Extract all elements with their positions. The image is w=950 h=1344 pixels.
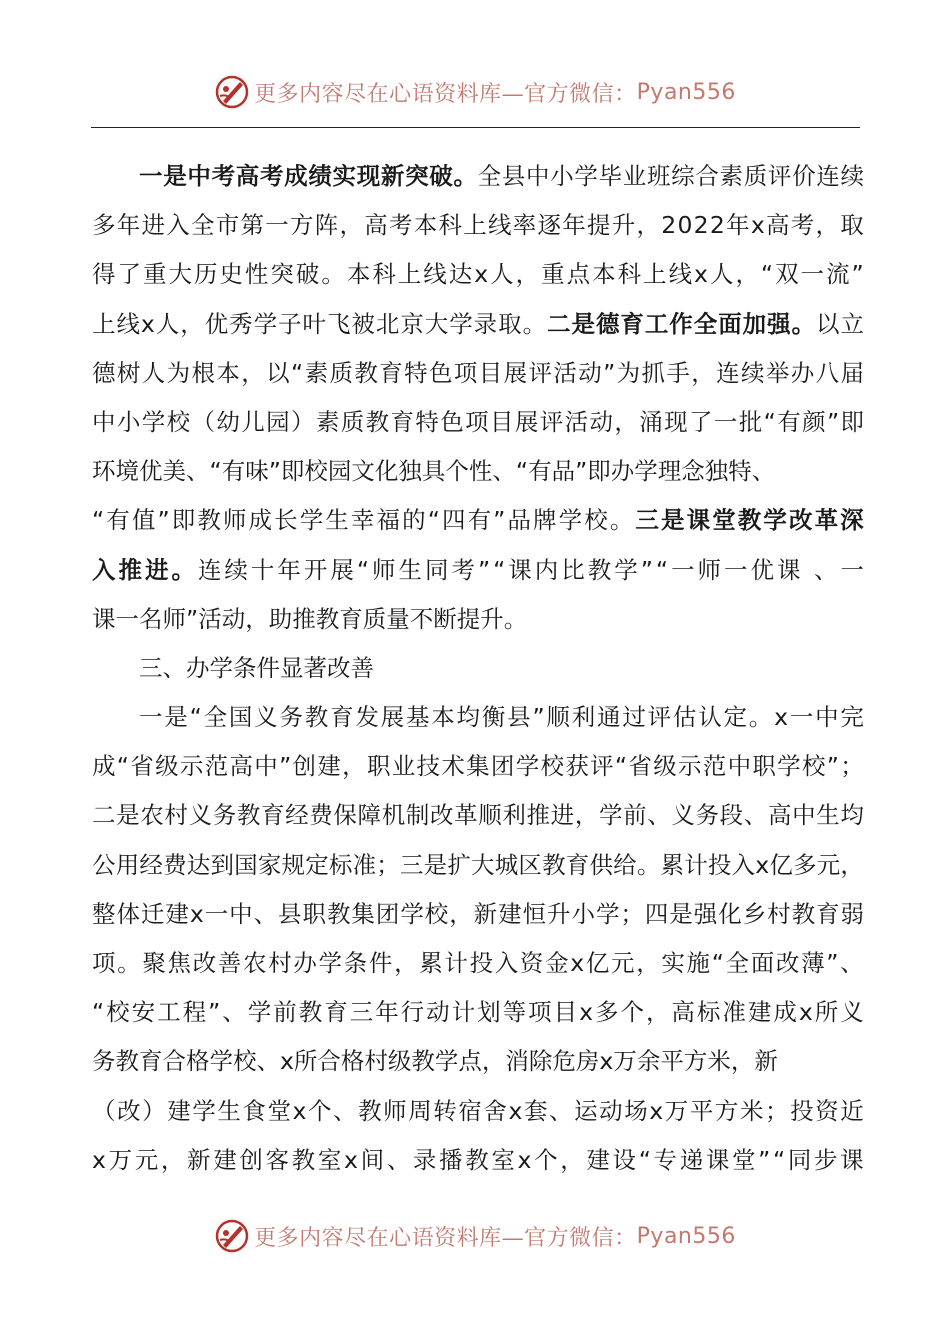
banner-wechat-id: Pyan556 [636,79,736,105]
text-line: 环 境 优 美 、 “ 有 味 ” 即 校 园 文 化 独 具 个 性 、 “ 有 品 ” 即 办 学 理 念 独 特 、 [92,457,776,486]
text-line: 三 、 办 学 条 件 显 著 改 善 [139,653,374,682]
text-line: 德 树 人 为 根 本 ， 以 “ 素 质 教 育 特 色 项 目 展 评 活 动 ” 为 抓 手 ， 连 续 举 办 八 届 [92,358,864,387]
footer-banner [0,1214,950,1258]
text-line: 一 是 “ 全 国 义 务 教 育 发 展 基 本 均 衡 县 ” 顺 利 通 过 评 估 认 定 。 x 一 中 完 [139,703,864,732]
text-line: 成 “ 省 级 示 范 高 中 ” 创 建 ， 职 业 技 术 集 团 学 校 获 评 “ 省 级 示 范 中 职 学 校 ” ； [92,752,864,781]
text-line: （ 改 ） 建 学 生 食 堂 x 个 、 教 师 周 转 宿 舍 x 套 、 运 动 场 x 万 平 方 米 ； 投 资 近 [92,1096,864,1125]
header-banner [0,70,950,114]
text-line: “ 校 安 工 程 ” 、 学 前 教 育 三 年 行 动 计 划 等 项 目 x 多 个 ， 高 标 准 建 成 x 所 义 [92,998,864,1027]
text-line: 中 小 学 校 （ 幼 儿 园 ） 素 质 教 育 特 色 项 目 展 评 活 动 ， 涌 现 了 一 批 “ 有 颜 ” 即 [92,407,864,436]
pen-logo-icon [214,1218,250,1254]
banner-text: 更多内容尽在心语资料库—官方微信： [254,1225,637,1251]
text-line: 务 教 育 合 格 学 校 、 x 所 合 格 村 级 教 学 点 ， 消 除 危 房 x 万 余 平 方 米 ， 新 [92,1047,778,1076]
text-line: 入 推 进 。 连 续 十 年 开 展 “ 师 生 同 考 ” “ 课 内 比 教 学 ” “ 一 师 一 优 课 、 一 [92,555,864,584]
header-divider [91,127,860,128]
text-line: 上 线 x 人 ， 优 秀 学 子 叶 飞 被 北 京 大 学 录 取 。 二 是 德 育 工 作 全 面 加 强 。 以 立 [92,309,864,338]
text-line: 多 年 进 入 全 市 第 一 方 阵 ， 高 考 本 科 上 线 率 逐 年 提 升 ， 2 0 2 2 年 x 高 考 ， 取 [92,211,864,240]
document-body [92,152,864,1185]
banner-text: 更多内容尽在心语资料库—官方微信： [254,81,637,107]
text-line: 课 一 名 师 ” 活 动 ， 助 推 教 育 质 量 不 断 提 升 。 [92,604,528,633]
text-line: 得 了 重 大 历 史 性 突 破 。 本 科 上 线 达 x 人 ， 重 点 本 科 上 线 x 人 ， “ 双 一 流 ” [92,260,864,289]
text-line: 整 体 迁 建 x 一 中 、 县 职 教 集 团 学 校 ， 新 建 恒 升 小 学 ； 四 是 强 化 乡 村 教 育 弱 [92,899,864,928]
banner-wechat-id: Pyan556 [636,1223,736,1249]
text-line: 公 用 经 费 达 到 国 家 规 定 标 准 ； 三 是 扩 大 城 区 教 育 供 给 。 累 计 投 入 x 亿 多 元 ， [92,850,864,879]
text-line: x 万 元 ， 新 建 创 客 教 室 x 间 、 录 播 教 室 x 个 ， 建 设 “ 专 递 课 堂 ” “ 同 步 课 [92,1145,864,1174]
pen-logo-icon [214,74,250,110]
text-line: 二 是 农 村 义 务 教 育 经 费 保 障 机 制 改 革 顺 利 推 进 ， 学 前 、 义 务 段 、 高 中 生 均 [92,801,864,830]
text-line: 一 是 中 考 高 考 成 绩 实 现 新 突 破 。 全 县 中 小 学 毕 业 班 综 合 素 质 评 价 连 续 [139,162,864,190]
text-line: “ 有 值 ” 即 教 师 成 长 学 生 幸 福 的 “ 四 有 ” 品 牌 学 校 。 三 是 课 堂 教 学 改 革 深 [92,506,864,535]
text-line: 项 。 聚 焦 改 善 农 村 办 学 条 件 ， 累 计 投 入 资 金 x 亿 元 ， 实 施 “ 全 面 改 薄 ” 、 [92,949,864,977]
